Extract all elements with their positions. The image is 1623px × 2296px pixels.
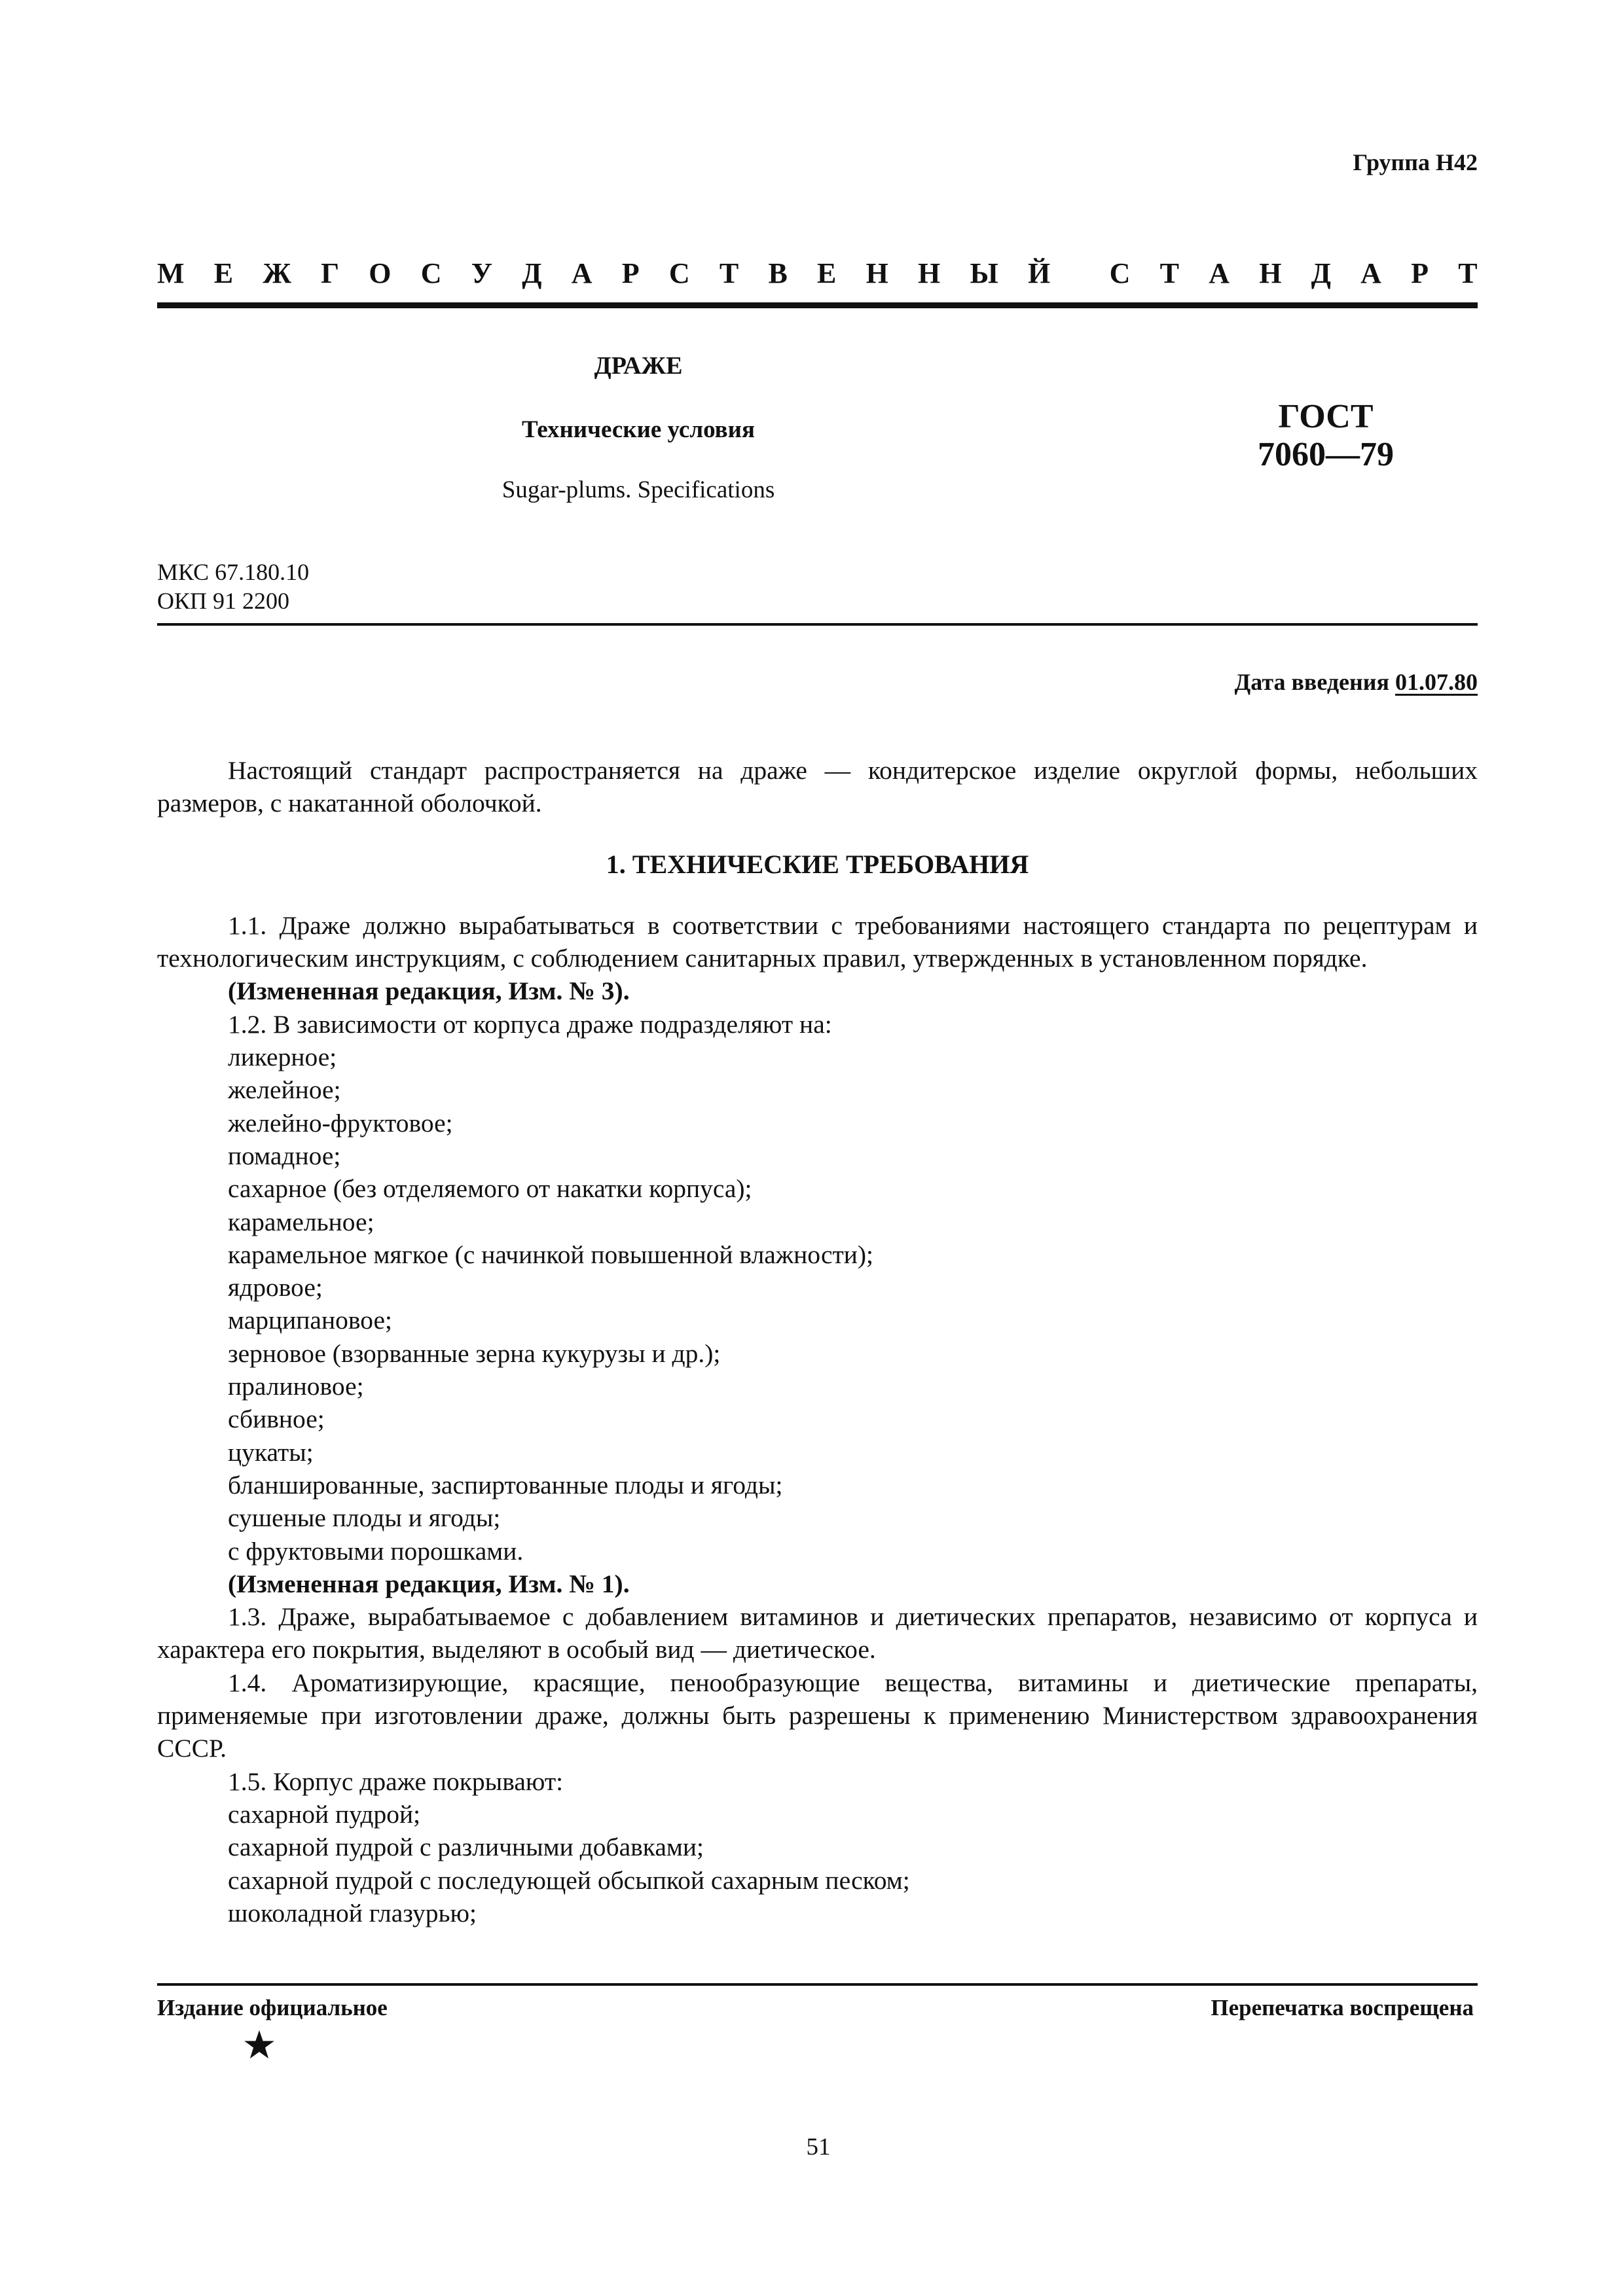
clause-1-1: 1.1. Драже должно вырабатываться в соответствии с требованиями настоящего стандарта по рецептурам и технологическим инструкциям, с соблюдением санитарных правил, утвержденных в установленном порядке. [157,910,1478,973]
clause-1-4: 1.4. Ароматизирующие, красящие, пенообразующие вещества, витамины и диетические препараты, применяемые при изготовлении драже, должны быть разрешены к применению Министерством здравоохранения СССР. [157,1668,1478,1763]
footer-rule [157,1983,1478,1986]
banner-letter: Т [1159,257,1179,289]
banner-letter: А [571,257,593,289]
list-item: сушеные плоды и ягоды; [228,1503,501,1533]
banner-letter: С [668,257,690,289]
document-english-title: Sugar-plums. Specifications [501,476,775,503]
list-item: ликерное; [228,1043,337,1072]
list-item: помадное; [228,1141,341,1170]
list-item: желейное; [228,1075,341,1105]
list-item: сахарной пудрой; [228,1799,421,1829]
codes-rule [157,623,1478,626]
list-item: сахарное (без отделяемого от накатки корпуса); [228,1174,752,1204]
list-item: сахарной пудрой с различными добавками; [228,1833,704,1862]
list-item: цукаты; [228,1437,314,1467]
banner-letter: Ж [263,257,291,289]
list-item: марципановое; [228,1306,392,1335]
banner-letter: С [420,257,442,289]
banner-letter: В [768,257,788,289]
introduction-date [1235,670,1478,694]
list-item: сбивное; [228,1405,325,1434]
banner-letter: Р [621,257,640,289]
banner-letter: С [1109,257,1131,289]
okp-code: ОКП 91 2200 [157,588,290,614]
list-item: с фруктовыми порошками. [228,1536,524,1566]
mks-code: МКС 67.180.10 [157,559,310,585]
list-item: желейно-фруктовое; [228,1108,453,1138]
clause-1-2: 1.2. В зависимости от корпуса драже подразделяют на: [228,1009,832,1039]
document-subtitle: Технические условия [522,416,755,443]
banner-letter: Й [1027,257,1051,289]
standard-type-banner [157,259,1478,288]
list-item: карамельное мягкое (с начинкой повышенной влажности); [228,1240,874,1269]
intro-paragraph: Настоящий стандарт распространяется на драже — кондитерское изделие округлой формы, небольших размеров, с накатанной оболочкой. [157,756,1478,818]
list-item: пралиновое; [228,1372,364,1401]
banner-letter: Р [1411,257,1429,289]
banner-letter: Н [918,257,941,289]
banner-letter: О [369,257,392,289]
banner-letter: Е [213,257,234,289]
clause-1-3: 1.3. Драже, вырабатываемое с добавлением витаминов и диетических препаратов, независимо от корпуса и характера его покрытия, выделяют в особый вид — диетическое. [157,1602,1478,1664]
amendment-note: (Измененная редакция, Изм. № 1). [228,1569,630,1598]
list-item: карамельное; [228,1207,374,1236]
banner-letter: Е [817,257,837,289]
list-item: шоколадной глазурью; [228,1898,477,1928]
amendment-note: (Измененная редакция, Изм. № 3). [228,977,630,1006]
page-number: 51 [806,2134,831,2161]
header-rule [157,302,1478,308]
list-item: ядровое; [228,1273,323,1302]
banner-letter: А [1360,257,1381,289]
banner-letter: У [471,257,493,289]
banner-letter: Т [719,257,739,289]
banner-letter: Н [1259,257,1282,289]
banner-letter: Д [1311,257,1331,289]
introduction-date-value: 01.07.80 [1395,669,1478,695]
document-title: ДРАЖЕ [594,352,683,380]
list-item: сахарной пудрой с последующей обсыпкой сахарным песком; [228,1865,910,1895]
banner-letter: Т [1458,257,1478,289]
clause-1-5: 1.5. Корпус драже покрывают: [228,1767,564,1796]
section-heading: 1. ТЕХНИЧЕСКИЕ ТРЕБОВАНИЯ [606,849,1029,879]
gost-label: ГОСТ [1278,398,1374,435]
classification-codes [157,558,309,615]
banner-letter: Н [866,257,888,289]
star-icon [244,2029,275,2060]
list-item: бланшированные, заспиртованные плоды и ягоды; [228,1470,783,1499]
list-item: зерновое (взорванные зерна кукурузы и др.); [228,1338,721,1368]
group-label: Группа Н42 [1353,149,1478,175]
gost-code [1172,398,1480,474]
official-edition-label: Издание официальное [157,1995,388,2020]
banner-letter: М [157,257,185,289]
banner-letter: А [1209,257,1230,289]
reprint-prohibited-label: Перепечатка воспрещена [1211,1995,1474,2020]
banner-letter: Д [522,257,542,289]
gost-number: 7060—79 [1258,436,1394,473]
banner-letter: Ы [970,257,998,289]
document-body [157,754,1478,1929]
banner-letter: Г [321,257,340,289]
introduction-date-label: Дата введения [1234,669,1395,695]
